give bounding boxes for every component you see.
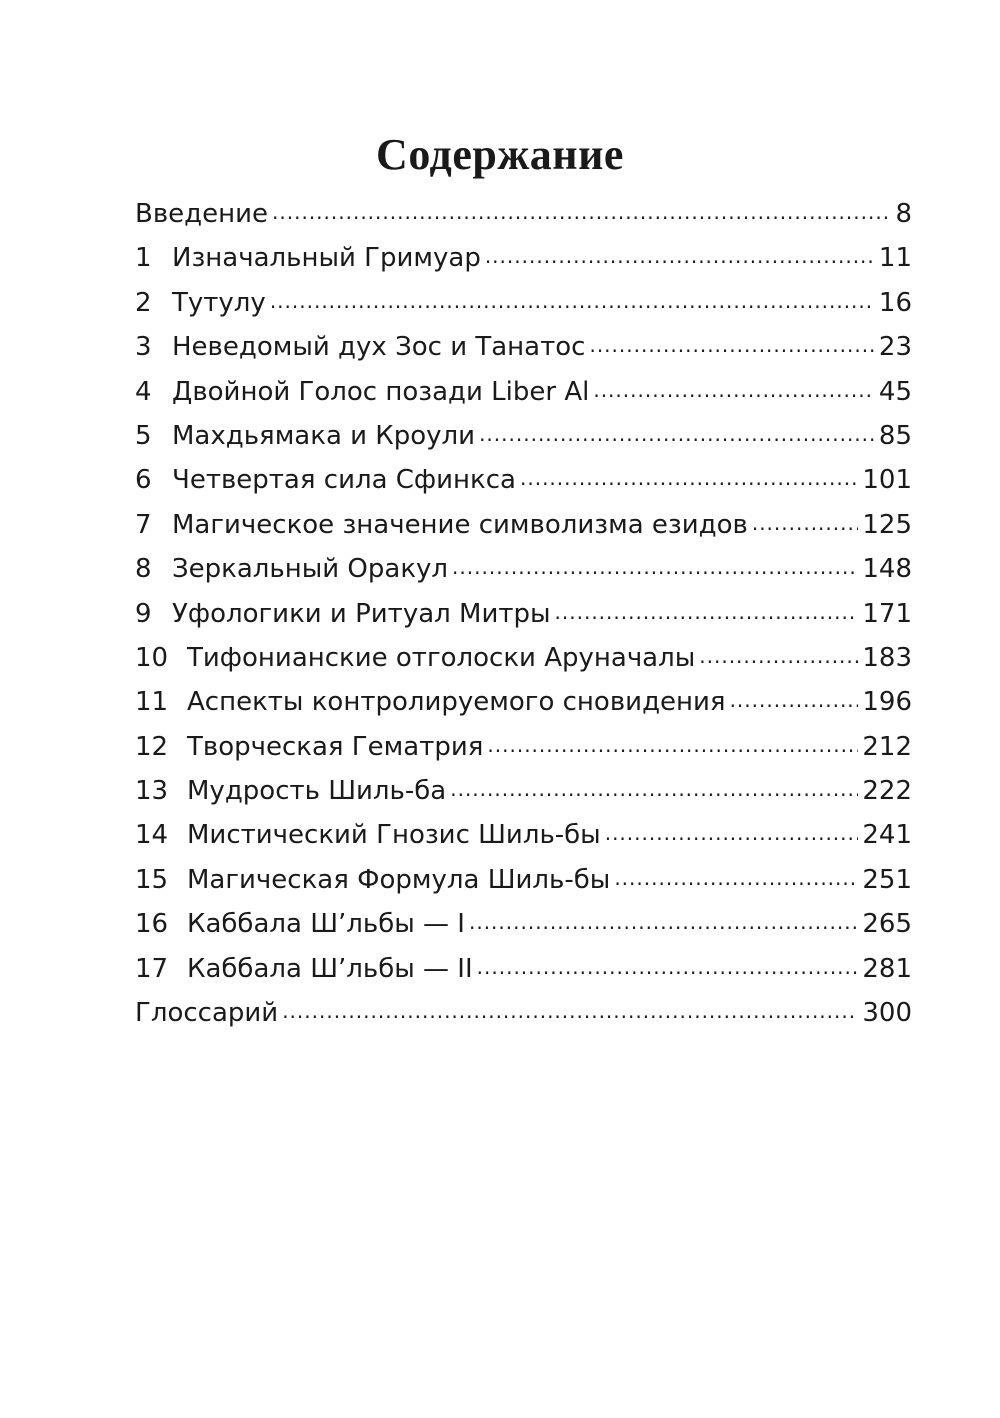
toc-entry-label: Тутулу	[172, 287, 266, 318]
toc-entry-page: 171	[862, 598, 912, 629]
toc-entry-chapter-11[interactable]	[135, 684, 912, 728]
toc-entry-chapter-8[interactable]	[135, 551, 912, 595]
table-of-contents	[135, 196, 912, 1039]
toc-entry-number: 5	[135, 420, 152, 451]
toc-entry-glossary[interactable]	[135, 995, 912, 1039]
toc-entry-number: 12	[135, 731, 169, 762]
toc-entry-chapter-5[interactable]	[135, 418, 912, 462]
toc-entry-page: 45	[878, 376, 912, 407]
toc-entry-label: Тифонианские отголоски Аруначалы	[187, 642, 696, 673]
dot-leader	[487, 729, 858, 755]
toc-entry-label: Зеркальный Оракул	[172, 554, 449, 585]
dot-leader	[605, 817, 859, 843]
dot-leader	[593, 374, 875, 400]
toc-entry-page: 101	[862, 465, 912, 496]
toc-entry-label: Уфологики и Ритуал Митры	[172, 598, 551, 629]
toc-entry-label: Аспекты контролируемого сновидения	[187, 687, 726, 718]
toc-entry-chapter-16[interactable]	[135, 906, 912, 950]
toc-entry-label: Мудрость Шиль-ба	[187, 776, 447, 807]
toc-entry-number: 14	[135, 820, 169, 851]
toc-entry-page: 23	[878, 332, 912, 363]
toc-entry-chapter-2[interactable]	[135, 285, 912, 329]
toc-entry-chapter-14[interactable]	[135, 817, 912, 861]
toc-entry-page: 8	[895, 199, 912, 229]
dot-leader	[520, 462, 858, 488]
dot-leader	[699, 640, 858, 666]
toc-entry-number: 8	[135, 554, 152, 585]
toc-entry-label: Мистический Гнозис Шиль-бы	[187, 820, 601, 851]
toc-entry-label: Введение	[135, 199, 269, 229]
toc-entry-label: Махдьямака и Кроули	[172, 420, 476, 451]
dot-leader	[614, 862, 858, 888]
dot-leader	[752, 507, 859, 533]
toc-entry-chapter-15[interactable]	[135, 862, 912, 906]
toc-entry-page: 281	[862, 953, 912, 984]
toc-entry-chapter-13[interactable]	[135, 773, 912, 817]
toc-entry-chapter-3[interactable]	[135, 329, 912, 373]
toc-entry-page: 300	[862, 998, 912, 1029]
toc-entry-page: 212	[862, 731, 912, 762]
toc-entry-page: 16	[878, 287, 912, 318]
toc-entry-number: 4	[135, 376, 152, 407]
toc-entry-chapter-17[interactable]	[135, 951, 912, 995]
toc-entry-page: 251	[862, 864, 912, 895]
toc-entry-page: 11	[878, 243, 912, 274]
dot-leader	[555, 596, 859, 622]
toc-entry-number: 7	[135, 509, 152, 540]
dot-leader	[450, 773, 858, 799]
toc-entry-chapter-12[interactable]	[135, 729, 912, 773]
toc-entry-number: 11	[135, 687, 169, 718]
toc-entry-chapter-9[interactable]	[135, 596, 912, 640]
toc-entry-label: Магическое значение символизма езидов	[172, 509, 748, 540]
toc-entry-number: 10	[135, 642, 169, 673]
toc-entry-page: 196	[862, 687, 912, 718]
toc-entry-page: 125	[862, 509, 912, 540]
toc-entry-label: Неведомый дух Зос и Танатос	[172, 332, 586, 363]
toc-entry-number: 16	[135, 909, 169, 940]
dot-leader	[730, 684, 859, 710]
toc-entry-page: 85	[878, 420, 912, 451]
toc-entry-label: Магическая Формула Шиль-бы	[187, 864, 611, 895]
toc-entry-number: 3	[135, 332, 152, 363]
toc-entry-number: 2	[135, 287, 152, 318]
toc-entry-label: Двойной Голос позади Liber Al	[172, 376, 590, 407]
toc-entry-number: 9	[135, 598, 152, 629]
toc-entry-label: Творческая Гематрия	[187, 731, 484, 762]
toc-entry-page: 183	[862, 642, 912, 673]
toc-entry-introduction[interactable]	[135, 196, 912, 240]
toc-entry-page: 241	[862, 820, 912, 851]
dot-leader	[270, 285, 875, 311]
dot-leader	[272, 196, 891, 222]
toc-entry-label: Каббала Ш’льбы — II	[187, 953, 473, 984]
toc-entry-label: Изначальный Гримуар	[172, 243, 481, 274]
toc-entry-number: 1	[135, 243, 152, 274]
toc-entry-label: Четвертая сила Сфинкса	[172, 465, 516, 496]
toc-entry-chapter-4[interactable]	[135, 374, 912, 418]
toc-entry-number: 15	[135, 864, 169, 895]
dot-leader	[282, 995, 858, 1021]
dot-leader	[452, 551, 858, 577]
toc-entry-number: 13	[135, 776, 169, 807]
page-title: Содержание	[376, 130, 624, 180]
toc-entry-number: 6	[135, 465, 152, 496]
dot-leader	[589, 329, 874, 355]
toc-entry-chapter-7[interactable]	[135, 507, 912, 551]
toc-entry-page: 265	[862, 909, 912, 940]
toc-entry-number: 17	[135, 953, 169, 984]
dot-leader	[479, 418, 875, 444]
dot-leader	[477, 951, 859, 977]
toc-entry-page: 148	[862, 554, 912, 585]
dot-leader	[469, 906, 858, 932]
toc-entry-page: 222	[862, 776, 912, 807]
toc-entry-label: Каббала Ш’льбы — I	[187, 909, 465, 940]
toc-entry-chapter-1[interactable]	[135, 240, 912, 284]
dot-leader	[485, 240, 875, 266]
toc-entry-label: Глоссарий	[135, 998, 279, 1029]
toc-entry-chapter-6[interactable]	[135, 462, 912, 506]
toc-entry-chapter-10[interactable]	[135, 640, 912, 684]
